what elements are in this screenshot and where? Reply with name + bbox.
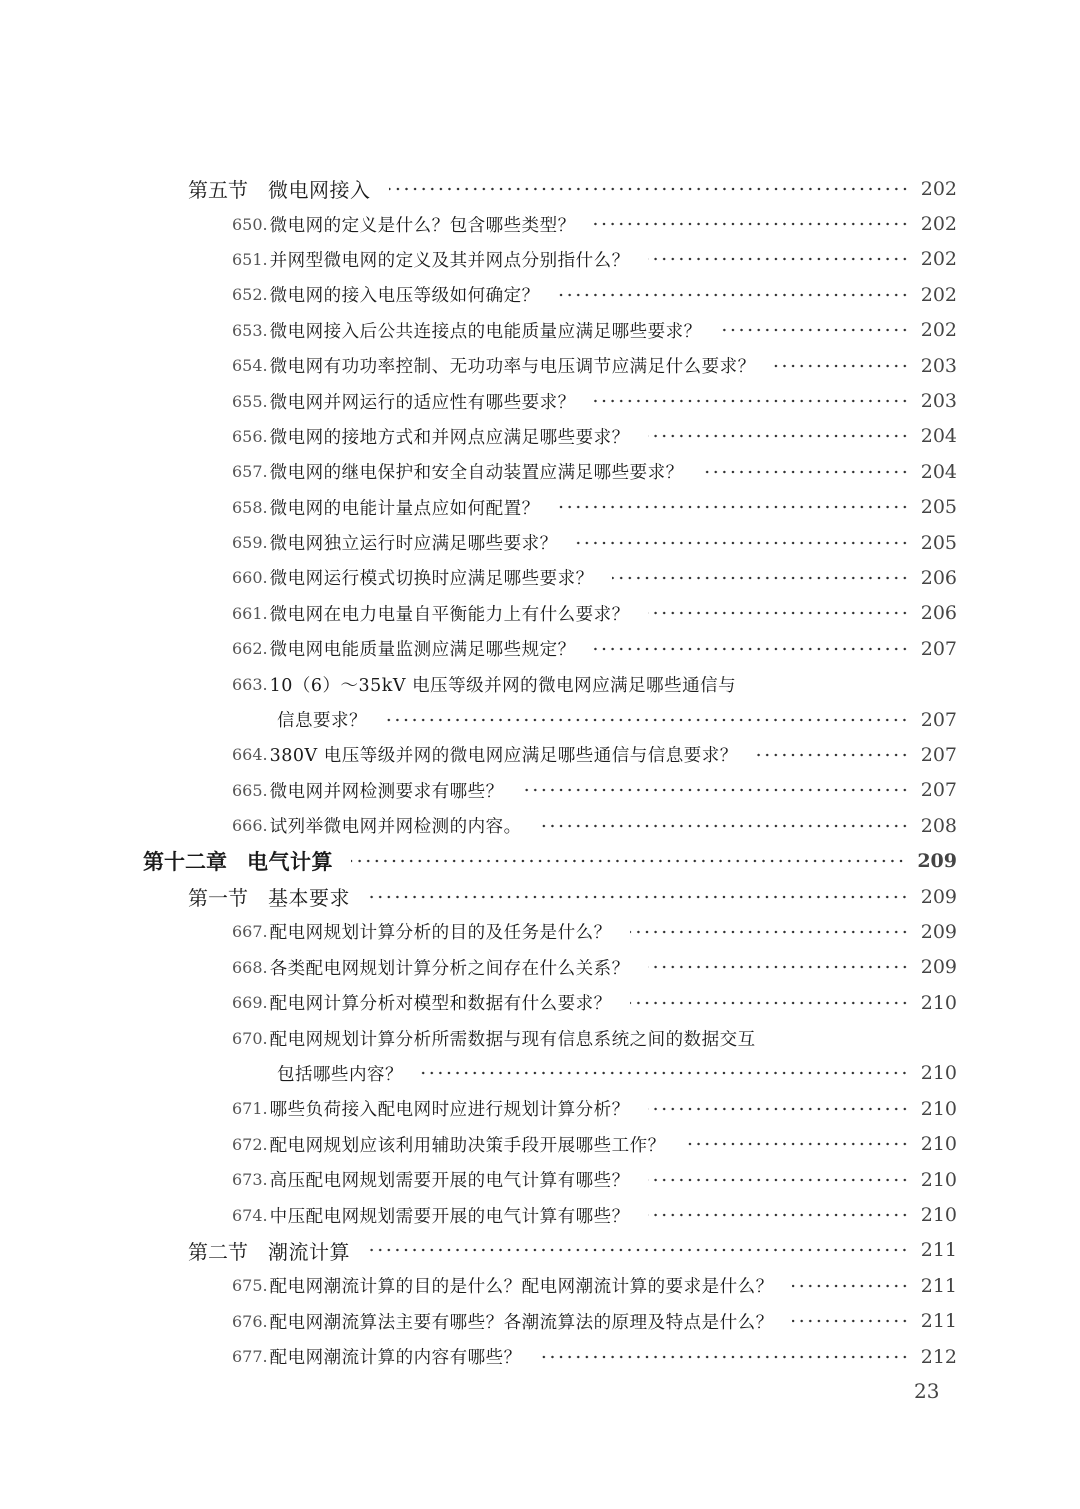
toc-item-row[interactable] [0,206,1080,241]
dot-leader [648,1177,909,1183]
toc-item-row[interactable] [0,313,1080,348]
toc-item-number: 651. [232,249,268,269]
toc-item-number: 668. [232,957,268,977]
toc-item-row[interactable] [0,419,1080,454]
dot-leader [792,1283,909,1289]
toc-item-row[interactable] [0,348,1080,383]
dot-leader [702,469,909,475]
dot-leader [540,823,909,829]
toc-title: 电气计算 [247,849,333,875]
toc-title: 配电网潮流计算的目的是什么？配电网潮流计算的要求是什么？ [269,1277,774,1298]
toc-page-number: 210 [920,1097,957,1120]
toc-chapter-row[interactable] [0,843,1080,878]
dot-leader [558,292,909,298]
toc-page-number: 203 [920,390,957,413]
toc-item-number: 671. [232,1099,268,1119]
toc-cont-row[interactable] [0,702,1080,737]
toc-page-number: 206 [920,602,957,625]
dot-leader [774,363,909,369]
toc-item-row[interactable] [0,242,1080,277]
toc-label: 第十二章 [143,849,227,875]
table-of-contents [0,171,1080,1374]
toc-page-number: 211 [920,1310,957,1333]
toc-item-number: 662. [232,639,268,659]
toc-title: 各类配电网规划计算分析之间存在什么关系？ [269,958,630,979]
toc-page-number: 209 [920,920,957,943]
toc-title: 10（6）～35kV 电压等级并网的微电网应满足哪些通信与 [269,675,737,696]
toc-page-number: 202 [920,319,957,342]
toc-title: 潮流计算 [268,1239,350,1264]
toc-item-number: 664. [232,745,268,765]
page-number: 23 [914,1379,940,1403]
toc-page-number: 202 [920,283,957,306]
toc-item-number: 657. [232,462,268,482]
dot-leader [421,1070,909,1076]
toc-title: 中压配电网规划需要开展的电气计算有哪些？ [269,1206,630,1227]
toc-label: 第二节 [188,1239,248,1264]
toc-title: 包括哪些内容？ [277,1064,403,1085]
toc-page-number: 210 [920,991,957,1014]
toc-item-number: 655. [232,391,268,411]
toc-title: 微电网的继电保护和安全自动装置应满足哪些要求？ [269,463,684,484]
toc-page-number: 209 [920,885,957,908]
toc-item-number: 660. [232,568,268,588]
toc-title: 试列举微电网并网检测的内容。 [269,817,522,838]
toc-title: 信息要求？ [277,711,367,732]
toc-item-row[interactable] [0,985,1080,1020]
toc-item-number: 674. [232,1205,268,1225]
toc-item-row[interactable] [0,560,1080,595]
toc-title: 哪些负荷接入配电网时应进行规划计算分析？ [269,1100,630,1121]
toc-item-row[interactable] [0,950,1080,985]
toc-page-number: 207 [920,637,957,660]
toc-item-row[interactable] [0,596,1080,631]
toc-item-number: 656. [232,426,268,446]
toc-title: 并网型微电网的定义及其并网点分别指什么？ [269,250,630,271]
toc-title: 配电网规划应该利用辅助决策手段开展哪些工作？ [269,1135,666,1156]
toc-item-row[interactable] [0,1091,1080,1126]
toc-item-number: 654. [232,356,268,376]
toc-page-number: 206 [920,566,957,589]
toc-item-number: 659. [232,533,268,553]
toc-item-number: 675. [232,1276,268,1296]
toc-item-row[interactable] [0,1304,1080,1339]
toc-item-number: 677. [232,1347,268,1367]
dot-leader [351,858,905,864]
dot-leader [385,717,909,723]
toc-title: 微电网独立运行时应满足哪些要求？ [269,534,558,555]
dot-leader [792,1318,909,1324]
dot-leader [630,929,909,935]
toc-title: 配电网规划计算分析所需数据与现有信息系统之间的数据交互 [269,1029,756,1050]
toc-page-number: 207 [920,743,957,766]
toc-item-number: 672. [232,1134,268,1154]
toc-item-row[interactable] [0,1339,1080,1374]
dot-leader [540,1354,909,1360]
toc-item-row[interactable] [0,914,1080,949]
dot-leader [594,398,909,404]
dot-leader [576,540,909,546]
toc-item-number: 669. [232,993,268,1013]
toc-item-number: 663. [232,674,268,694]
toc-label: 第一节 [188,886,248,910]
toc-page-number: 204 [920,460,957,483]
toc-item-number: 667. [232,922,268,942]
toc-title: 微电网电能质量监测应满足哪些规定？ [269,640,576,661]
dot-leader [684,1141,909,1147]
toc-label: 第五节 [188,178,248,203]
toc-page-number: 210 [920,1204,957,1227]
toc-item-row[interactable] [0,454,1080,489]
dot-leader [389,186,909,192]
toc-title: 微电网接入后公共连接点的电能质量应满足哪些要求？ [269,321,702,342]
toc-title: 微电网在电力电量自平衡能力上有什么要求？ [269,604,630,625]
toc-item-row[interactable] [0,1020,1080,1055]
dot-leader [612,575,909,581]
toc-page-number: 210 [920,1168,957,1191]
dot-leader [648,1106,909,1112]
toc-item-number: 676. [232,1311,268,1331]
toc-item-number: 653. [232,320,268,340]
toc-page-number: 202 [920,213,957,236]
toc-item-row[interactable] [0,737,1080,772]
toc-section-row[interactable] [0,879,1080,914]
dot-leader [648,610,909,616]
dot-leader [368,1247,909,1253]
dot-leader [558,504,909,510]
dot-leader [720,327,909,333]
toc-item-row[interactable] [0,773,1080,808]
toc-item-row[interactable] [0,383,1080,418]
toc-title: 微电网的接地方式和并网点应满足哪些要求？ [269,427,630,448]
toc-item-number: 661. [232,603,268,623]
toc-item-row[interactable] [0,1197,1080,1232]
toc-title: 配电网潮流算法主要有哪些？各潮流算法的原理及特点是什么？ [269,1312,774,1333]
toc-title: 配电网潮流计算的内容有哪些？ [269,1348,522,1369]
toc-page-number: 205 [920,531,957,554]
toc-section-row[interactable] [0,171,1080,206]
toc-page-number: 210 [920,1062,957,1085]
dot-leader [648,433,909,439]
toc-section-row[interactable] [0,1233,1080,1268]
toc-item-row[interactable] [0,631,1080,666]
toc-item-row[interactable] [0,490,1080,525]
toc-page-number: 209 [917,850,957,873]
toc-title: 380V 电压等级并网的微电网应满足哪些通信与信息要求？ [269,746,738,767]
toc-item-number: 666. [232,816,268,836]
toc-page-number: 207 [920,779,957,802]
toc-item-row[interactable] [0,525,1080,560]
toc-title: 微电网并网运行的适应性有哪些要求？ [269,392,576,413]
toc-title: 配电网规划计算分析的目的及任务是什么？ [269,923,612,944]
dot-leader [594,221,909,227]
toc-title: 微电网的电能计量点应如何配置？ [269,498,540,519]
dot-leader [756,752,909,758]
toc-item-number: 665. [232,780,268,800]
toc-title: 微电网运行模式切换时应满足哪些要求？ [269,569,594,590]
toc-item-number: 650. [232,214,268,234]
toc-item-number: 652. [232,285,268,305]
dot-leader [648,964,909,970]
toc-title: 微电网接入 [268,178,371,203]
dot-leader [594,646,909,652]
toc-item-row[interactable] [0,808,1080,843]
toc-page-number: 211 [920,1239,957,1262]
dot-leader [630,1000,909,1006]
toc-page-number: 207 [920,708,957,731]
toc-page-number: 203 [920,354,957,377]
toc-cont-row[interactable] [0,1056,1080,1091]
toc-page-number: 205 [920,496,957,519]
toc-item-number: 670. [232,1028,268,1048]
dot-leader [368,894,909,900]
toc-page-number: 211 [920,1274,957,1297]
toc-page-number: 212 [920,1345,957,1368]
toc-item-row[interactable] [0,1268,1080,1303]
toc-item-row[interactable] [0,1162,1080,1197]
toc-item-row[interactable] [0,1127,1080,1162]
toc-item-row[interactable] [0,666,1080,701]
toc-title: 微电网并网检测要求有哪些？ [269,781,504,802]
toc-title: 微电网有功功率控制、无功功率与电压调节应满足什么要求？ [269,357,756,378]
toc-page-number: 210 [920,1133,957,1156]
dot-leader [648,256,909,262]
toc-title: 基本要求 [268,886,350,910]
dot-leader [522,787,909,793]
toc-title: 配电网计算分析对模型和数据有什么要求？ [269,994,612,1015]
toc-page-number: 202 [920,248,957,271]
toc-page-number: 202 [920,177,957,200]
toc-item-row[interactable] [0,277,1080,312]
toc-page-number: 204 [920,425,957,448]
toc-title: 高压配电网规划需要开展的电气计算有哪些？ [269,1171,630,1192]
toc-item-number: 673. [232,1170,268,1190]
toc-item-number: 658. [232,497,268,517]
dot-leader [648,1212,909,1218]
toc-page-number: 208 [920,814,957,837]
toc-title: 微电网的定义是什么？包含哪些类型？ [269,215,576,236]
toc-page-number: 209 [920,956,957,979]
toc-title: 微电网的接入电压等级如何确定？ [269,286,540,307]
